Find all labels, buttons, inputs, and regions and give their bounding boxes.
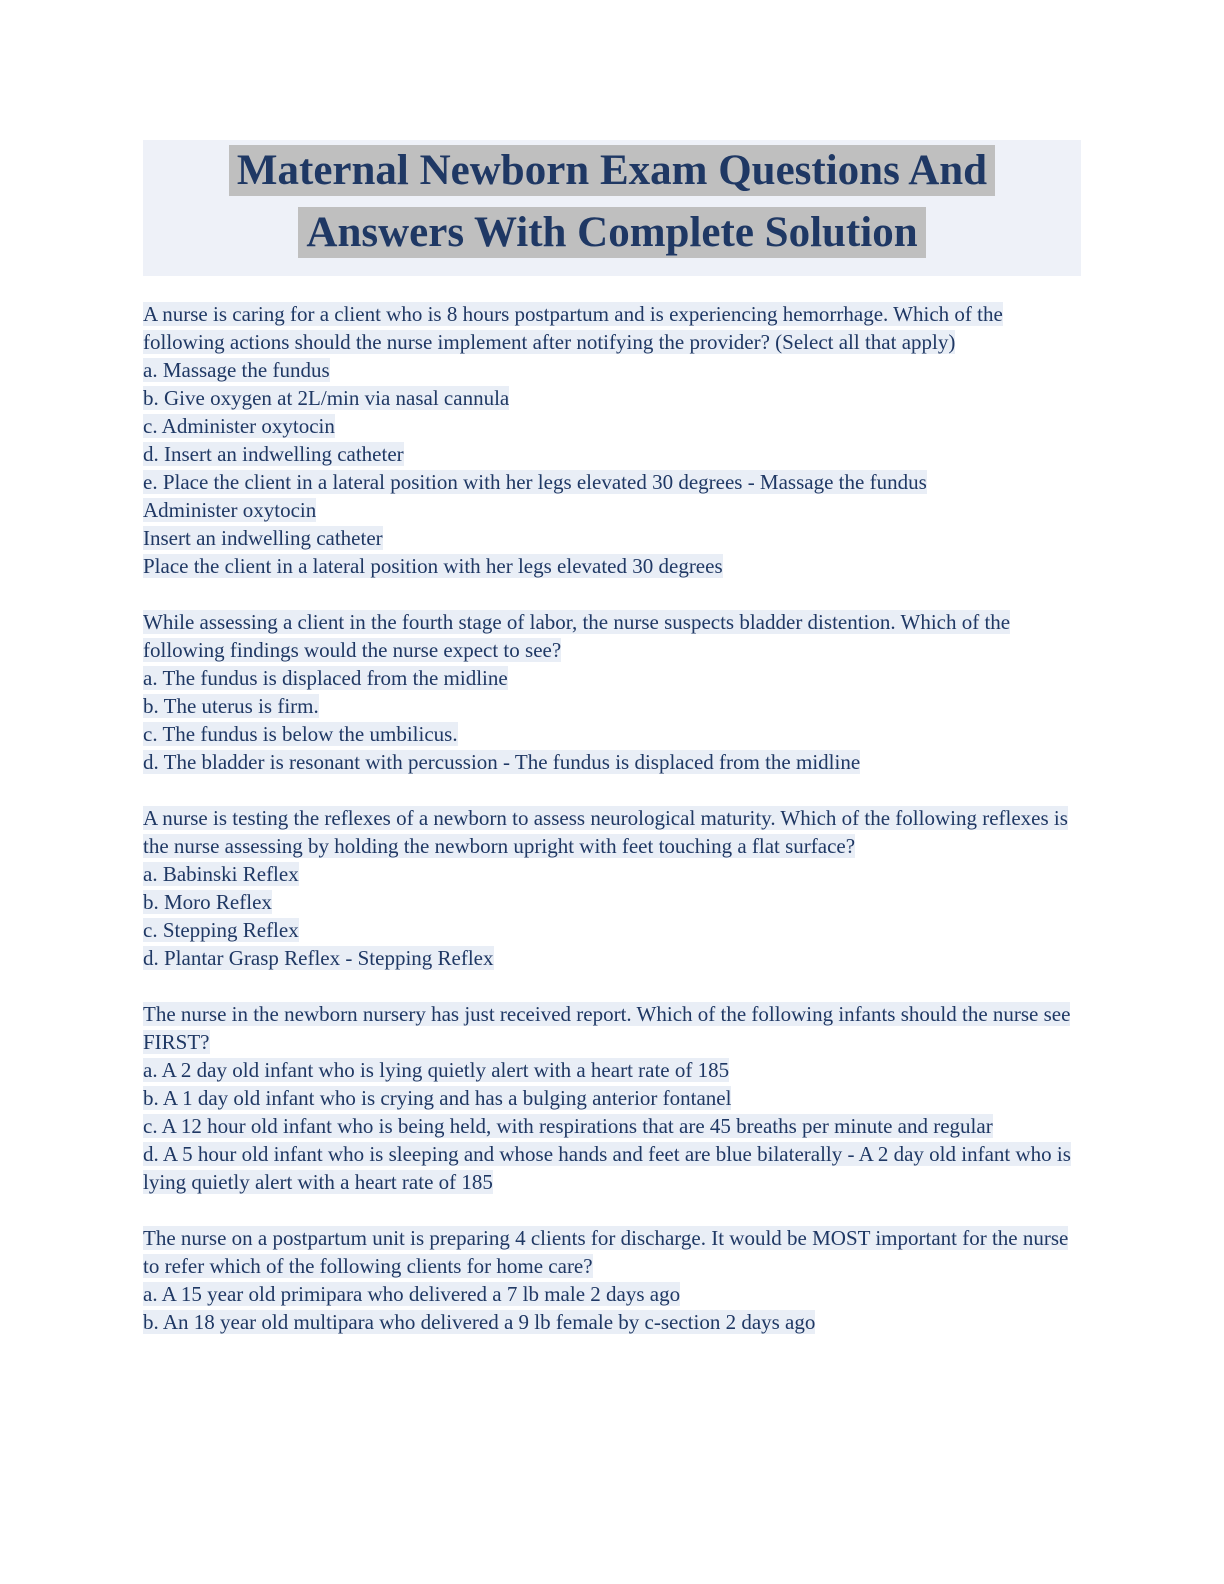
text-line — [143, 692, 1081, 720]
text-line — [143, 1084, 1081, 1112]
text-line — [143, 860, 1081, 888]
text-line — [143, 384, 1081, 412]
highlighted-text: a. A 15 year old primipara who delivered a 7 lb male 2 days ago — [143, 1282, 681, 1306]
text-line — [143, 1056, 1081, 1084]
page-title-line — [143, 144, 1081, 206]
highlighted-text: The nurse in the newborn nursery has just received report. Which of the following infants should the nurse see FIRST? — [143, 1002, 1071, 1054]
document-content — [143, 140, 1081, 1364]
questions-container — [143, 300, 1081, 1336]
highlighted-text: d. Insert an indwelling catheter — [143, 442, 404, 466]
highlighted-text: b. Give oxygen at 2L/min via nasal cannula — [143, 386, 510, 410]
text-line — [143, 944, 1081, 972]
text-line — [143, 1000, 1081, 1056]
page-title-line — [143, 206, 1081, 268]
text-line — [143, 748, 1081, 776]
highlighted-text: b. Moro Reflex — [143, 890, 272, 914]
page-title-text: Maternal Newborn Exam Questions And — [229, 145, 995, 196]
highlighted-text: A nurse is caring for a client who is 8 hours postpartum and is experiencing hemorrhage. Which of the following actions should the nurse implement after notifying the provider? (Select all that apply) — [143, 302, 1003, 354]
highlighted-text: a. Babinski Reflex — [143, 862, 299, 886]
highlighted-text: c. A 12 hour old infant who is being held, with respirations that are 45 breaths per minute and regular — [143, 1114, 993, 1138]
highlighted-text: d. Plantar Grasp Reflex - Stepping Reflex — [143, 946, 494, 970]
text-line — [143, 524, 1081, 552]
highlighted-text: Insert an indwelling catheter — [143, 526, 383, 550]
text-line — [143, 412, 1081, 440]
text-line — [143, 1280, 1081, 1308]
text-line — [143, 804, 1081, 860]
text-line — [143, 1140, 1081, 1196]
page-title — [143, 140, 1081, 276]
text-line — [143, 468, 1081, 496]
text-line — [143, 1308, 1081, 1336]
text-line — [143, 552, 1081, 580]
text-line — [143, 300, 1081, 356]
highlighted-text: b. An 18 year old multipara who delivered a 9 lb female by c-section 2 days ago — [143, 1310, 816, 1334]
highlighted-text: b. A 1 day old infant who is crying and has a bulging anterior fontanel — [143, 1086, 732, 1110]
highlighted-text: Administer oxytocin — [143, 498, 317, 522]
text-line — [143, 888, 1081, 916]
highlighted-text: a. The fundus is displaced from the midline — [143, 666, 508, 690]
question-block — [143, 1224, 1081, 1336]
highlighted-text: b. The uterus is firm. — [143, 694, 319, 718]
highlighted-text: While assessing a client in the fourth stage of labor, the nurse suspects bladder distention. Which of the following findings would the nurse expect to see? — [143, 610, 1011, 662]
text-line — [143, 608, 1081, 664]
highlighted-text: A nurse is testing the reflexes of a newborn to assess neurological maturity. Which of the following reflexes is the nurse assessing by holding the newborn upright with feet touching a flat surface? — [143, 806, 1068, 858]
highlighted-text: a. Massage the fundus — [143, 358, 330, 382]
highlighted-text: The nurse on a postpartum unit is preparing 4 clients for discharge. It would be MOST important for the nurse to refer which of the following clients for home care? — [143, 1226, 1069, 1278]
text-line — [143, 1224, 1081, 1280]
highlighted-text: Place the client in a lateral position with her legs elevated 30 degrees — [143, 554, 723, 578]
question-block — [143, 1000, 1081, 1196]
text-line — [143, 440, 1081, 468]
highlighted-text: e. Place the client in a lateral position with her legs elevated 30 degrees - Massage the fundus — [143, 470, 927, 494]
page-title-text: Answers With Complete Solution — [298, 207, 925, 258]
text-line — [143, 496, 1081, 524]
text-line — [143, 1112, 1081, 1140]
highlighted-text: d. A 5 hour old infant who is sleeping and whose hands and feet are blue bilaterally - A 2 day old infant who is lying quietly alert with a heart rate of 185 — [143, 1142, 1071, 1194]
text-line — [143, 916, 1081, 944]
text-line — [143, 720, 1081, 748]
highlighted-text: d. The bladder is resonant with percussion - The fundus is displaced from the midline — [143, 750, 861, 774]
question-block — [143, 300, 1081, 580]
text-line — [143, 356, 1081, 384]
highlighted-text: a. A 2 day old infant who is lying quietly alert with a heart rate of 185 — [143, 1058, 730, 1082]
highlighted-text: c. Administer oxytocin — [143, 414, 335, 438]
text-line — [143, 664, 1081, 692]
highlighted-text: c. The fundus is below the umbilicus. — [143, 722, 458, 746]
question-block — [143, 804, 1081, 972]
highlighted-text: c. Stepping Reflex — [143, 918, 299, 942]
question-block — [143, 608, 1081, 776]
